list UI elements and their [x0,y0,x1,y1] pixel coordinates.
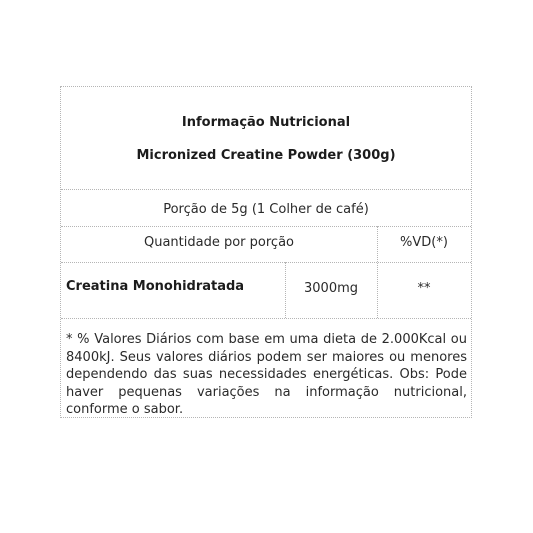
column-header-quantity: Quantidade por porção [143,235,294,250]
nutrient-dv: ** [417,281,431,296]
divider-columns [61,262,471,263]
product-name: Micronized Creatine Powder (300g) [136,148,396,163]
nutrition-facts-panel [60,86,472,418]
nutrient-amount: 3000mg [304,281,358,296]
nutrient-name: Creatina Monohidratada [66,279,245,294]
serving-size: Porção de 5g (1 Colher de café) [163,202,369,217]
divider-footnote [61,318,471,319]
divider-serving [61,226,471,227]
footnote-text: * % Valores Diários com base em uma dieta de 2.000Kcal ou 8400kJ. Seus valores diários podem ser maiores ou menores dependendo das suas necessidades energéticas. Obs: Pode haver pequenas variações na informação nutricional, conforme o sabor. [66,332,467,417]
nutrition-title: Informação Nutricional [181,115,351,130]
divider-header [61,189,471,190]
column-header-dv: %VD(*) [400,235,448,250]
